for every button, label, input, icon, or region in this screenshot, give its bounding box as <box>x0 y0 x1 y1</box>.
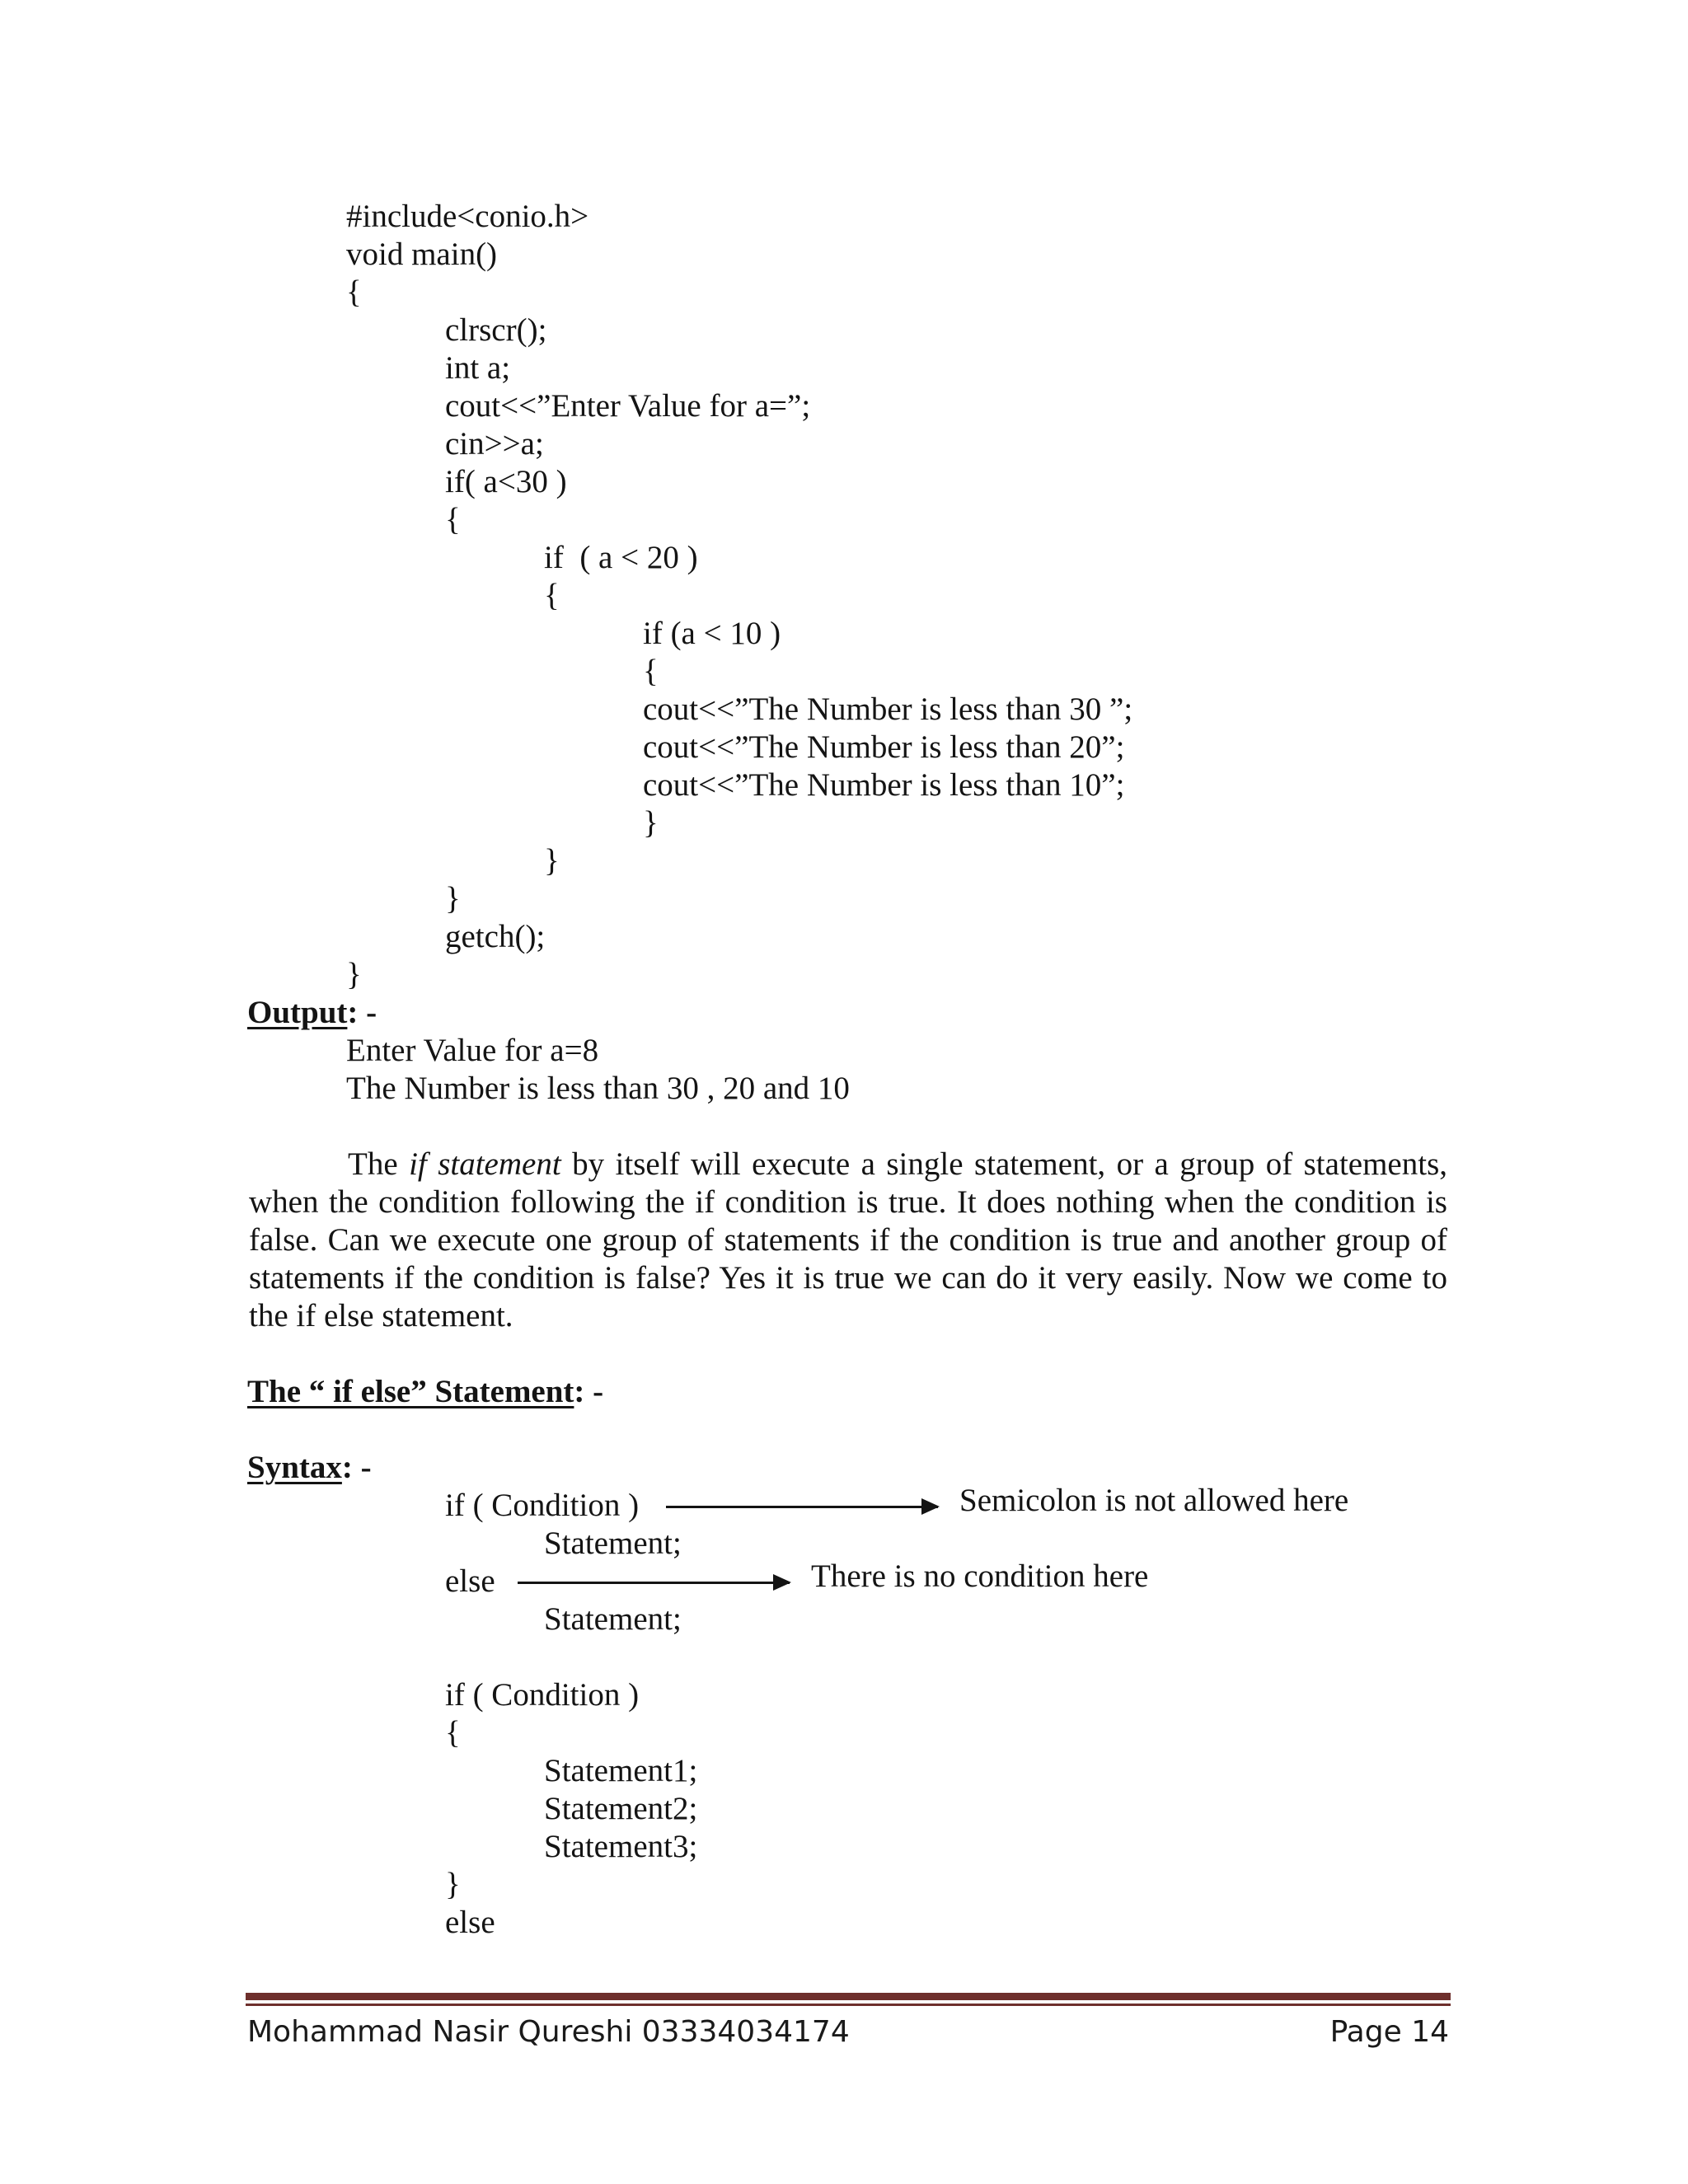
code-line: int a; <box>445 350 511 386</box>
code-line: clrscr(); <box>445 312 547 348</box>
code-line: if (a < 10 ) <box>643 616 781 651</box>
output-line: Enter Value for a=8 <box>346 1033 599 1068</box>
code-line: #include<conio.h> <box>346 199 589 234</box>
output-heading: Output: - <box>247 995 377 1030</box>
syntax-line: Statement3; <box>544 1829 698 1864</box>
code-line: void main() <box>346 237 498 272</box>
syntax-line: } <box>445 1867 461 1902</box>
code-line: { <box>643 654 659 689</box>
syntax-note: Semicolon is not allowed here <box>959 1483 1349 1518</box>
syntax-line: { <box>445 1715 461 1750</box>
code-line: { <box>445 502 461 537</box>
code-line: } <box>445 881 461 916</box>
code-line: } <box>346 957 362 992</box>
syntax-statement: Statement; <box>544 1601 682 1637</box>
code-line: getch(); <box>445 919 546 954</box>
footer-page-number: Page 14 <box>1329 2015 1449 2049</box>
syntax-heading: Syntax: - <box>247 1450 372 1485</box>
code-line: } <box>544 843 560 879</box>
footer-author: Mohammad Nasir Qureshi 03334034174 <box>247 2015 850 2049</box>
code-line: { <box>544 578 560 613</box>
arrow-right-icon <box>518 1582 790 1584</box>
if-else-heading: The “ if else” Statement: - <box>247 1374 604 1409</box>
syntax-line: Statement1; <box>544 1753 698 1788</box>
footer-rule <box>246 1993 1451 2000</box>
code-line: if ( a < 20 ) <box>544 540 698 575</box>
syntax-else-line: else <box>445 1563 495 1599</box>
code-line: cout<<”The Number is less than 20”; <box>643 729 1125 765</box>
syntax-line: Statement2; <box>544 1791 698 1826</box>
output-line: The Number is less than 30 , 20 and 10 <box>346 1071 850 1106</box>
arrow-right-icon <box>666 1506 938 1508</box>
explanation-paragraph: The if statement by itself will execute a single statement, or a group of statements, when the condition following the if condition is true. It does nothing when the condition is false. Can we execute one group of statements if the condition is true and another group of statements if the condition is false? Yes it is true we can do it very easily. Now we come to the if else statement. <box>249 1146 1448 1333</box>
code-line: cout<<”Enter Value for a=”; <box>445 388 811 424</box>
footer-rule-thin <box>246 2004 1451 2006</box>
syntax-note: There is no condition here <box>811 1558 1149 1594</box>
syntax-line: else <box>445 1905 495 1940</box>
code-line: } <box>643 805 659 841</box>
code-line: cout<<”The Number is less than 10”; <box>643 767 1125 803</box>
code-line: if( a<30 ) <box>445 464 567 499</box>
code-line: { <box>346 274 362 310</box>
syntax-if-line: if ( Condition ) <box>445 1488 640 1523</box>
syntax-line: if ( Condition ) <box>445 1677 640 1713</box>
code-line: cout<<”The Number is less than 30 ”; <box>643 691 1133 727</box>
code-line: cin>>a; <box>445 426 544 462</box>
syntax-statement: Statement; <box>544 1526 682 1561</box>
